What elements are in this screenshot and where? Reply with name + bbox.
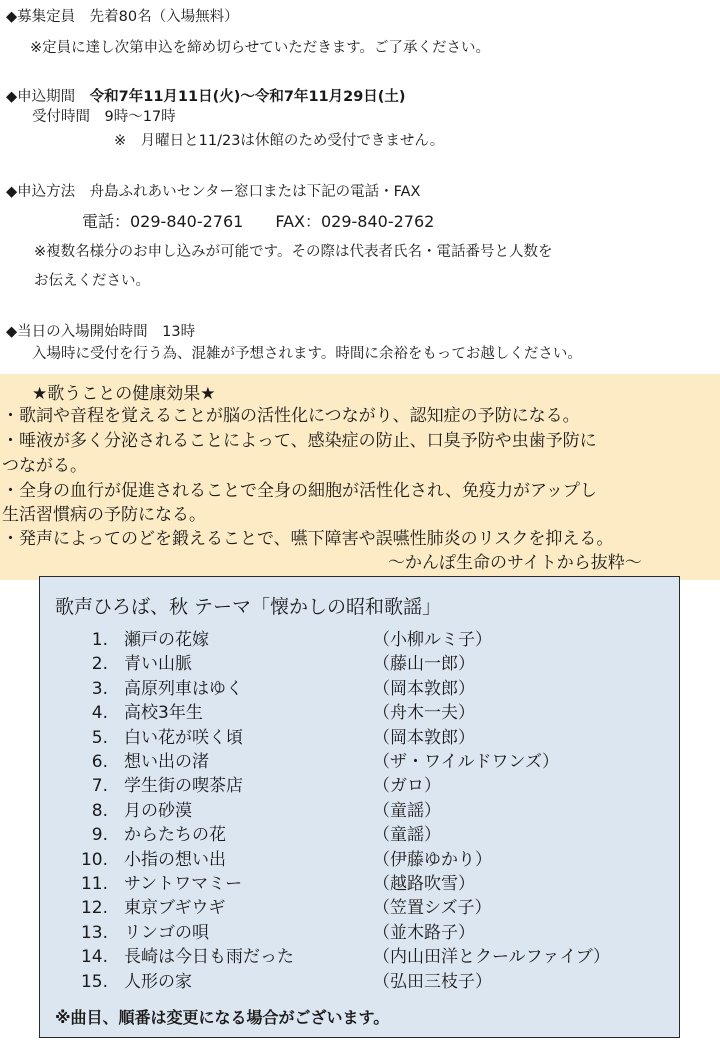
song-number: 5. <box>91 727 108 748</box>
song-title: 瀬戸の花嫁 <box>124 630 209 650</box>
song-title: 想い出の渚 <box>124 752 209 772</box>
song-artist: （弘田三枝子） <box>373 971 492 992</box>
song-title: 白い花が咲く頃 <box>124 727 243 748</box>
song-title: サントワマミー <box>124 874 243 894</box>
closed-note: ※ 月曜日と11/23は休館のため受付できません。 <box>114 133 445 149</box>
song-list-title: 歌声ひろば、秋 テーマ「懐かしの昭和歌謡」 <box>55 596 442 618</box>
song-row <box>56 800 656 822</box>
benefit-line: ・歌詞や音程を覚えることが脳の活性化につながり、認知症の予防になる。 <box>2 406 580 426</box>
song-row <box>56 629 656 651</box>
recruit-label: ◆募集定員 先着80名（入場無料） <box>6 9 239 25</box>
song-title: 東京ブギウギ <box>124 898 226 919</box>
song-number: 7. <box>91 776 108 797</box>
song-number: 8. <box>91 800 108 821</box>
song-artist: （越路吹雪） <box>373 874 475 894</box>
song-row <box>56 922 656 944</box>
song-row <box>56 849 656 871</box>
reception-hours: 受付時間 9時～17時 <box>32 109 176 125</box>
song-title: リンゴの唄 <box>124 922 209 943</box>
song-artist: （小柳ルミ子） <box>373 630 492 650</box>
song-list-note: ※曲目、順番は変更になる場合がございます。 <box>55 1008 390 1027</box>
song-title: 高原列車はゆく <box>124 678 243 699</box>
song-title: 小指の想い出 <box>124 849 226 870</box>
song-title: 人形の家 <box>124 971 192 992</box>
song-row <box>56 946 656 968</box>
song-artist: （童謡） <box>373 825 441 846</box>
song-number: 6. <box>91 752 108 772</box>
song-row <box>56 824 656 846</box>
song-artist: （岡本敦郎） <box>373 678 475 699</box>
song-title: 学生街の喫茶店 <box>124 776 243 797</box>
recruit-note: ※定員に達し次第申込を締め切らせていただきます。ご了承ください。 <box>30 40 491 56</box>
health-benefits-box <box>0 374 720 580</box>
song-number: 13. <box>80 922 108 943</box>
song-row <box>56 897 656 919</box>
period-label: ◆申込期間 <box>6 89 90 105</box>
song-artist: （伊藤ゆかり） <box>373 849 492 870</box>
song-number: 14. <box>80 947 108 968</box>
song-artist: （ザ・ワイルドワンズ） <box>373 752 559 772</box>
song-number: 1. <box>91 630 108 650</box>
benefits-heading: ★歌うことの健康効果★ <box>32 384 216 404</box>
song-artist: （舟木一夫） <box>373 703 475 724</box>
entry-label: ◆当日の入場開始時間 13時 <box>6 324 196 340</box>
song-artist: （内山田洋とクールファイブ） <box>373 947 610 968</box>
song-title: からたちの花 <box>124 825 226 846</box>
song-row <box>56 653 656 675</box>
period-dates: 令和7年11月11日(火)～令和7年11月29日(土) <box>89 89 406 105</box>
song-row <box>56 727 656 749</box>
song-number: 15. <box>80 971 108 992</box>
song-title: 青い山脈 <box>124 654 192 675</box>
song-artist: （岡本敦郎） <box>373 727 475 748</box>
song-row <box>56 702 656 724</box>
song-number: 10. <box>80 849 108 870</box>
period-row <box>6 87 406 107</box>
song-number: 11. <box>80 874 108 894</box>
song-number: 2. <box>91 654 108 675</box>
method-note-1: ※複数名様分のお申し込みが可能です。その際は代表者氏名・電話番号と人数を <box>34 244 553 260</box>
song-artist: （並木路子） <box>373 922 475 943</box>
benefit-line: 生活習慣病の予防になる。 <box>2 505 206 525</box>
contact-numbers: 電話：029-840-2761 FAX：029-840-2762 <box>82 212 435 231</box>
song-row <box>56 678 656 700</box>
song-number: 12. <box>80 898 108 919</box>
song-row <box>56 971 656 993</box>
benefit-line: ・発声によってのどを鍛えることで、嚥下障害や誤嚥性肺炎のリスクを抑える。 <box>2 529 614 549</box>
benefit-line: ・全身の血行が促進されることで全身の細胞が活性化され、免疫力がアップし <box>2 481 597 501</box>
song-title: 高校3年生 <box>124 703 203 724</box>
song-artist: （藤山一郎） <box>373 654 475 675</box>
benefits-source: ～かんぽ生命のサイトから抜粋～ <box>388 553 642 573</box>
song-row <box>56 775 656 797</box>
benefit-line: ・唾液が多く分泌されることによって、感染症の防止、口臭予防や虫歯予防に <box>2 431 597 451</box>
song-title: 長崎は今日も雨だった <box>124 947 294 968</box>
method-note-2: お伝えください。 <box>34 273 150 289</box>
method-label: ◆申込方法 舟島ふれあいセンター窓口または下記の電話・FAX <box>6 184 421 200</box>
song-artist: （童謡） <box>373 800 441 821</box>
song-title: 月の砂漠 <box>124 800 192 821</box>
song-row <box>56 873 656 895</box>
song-row <box>56 751 656 773</box>
song-artist: （ガロ） <box>373 776 441 797</box>
benefit-line: つながる。 <box>2 456 87 476</box>
song-number: 4. <box>91 703 108 724</box>
entry-note: 入場時に受付を行う為、混雑が予想されます。時間に余裕をもってお越しください。 <box>32 346 582 362</box>
song-number: 9. <box>91 825 108 846</box>
song-artist: （笠置シズ子） <box>373 898 492 919</box>
song-number: 3. <box>91 678 108 699</box>
song-list-box <box>39 576 680 1038</box>
